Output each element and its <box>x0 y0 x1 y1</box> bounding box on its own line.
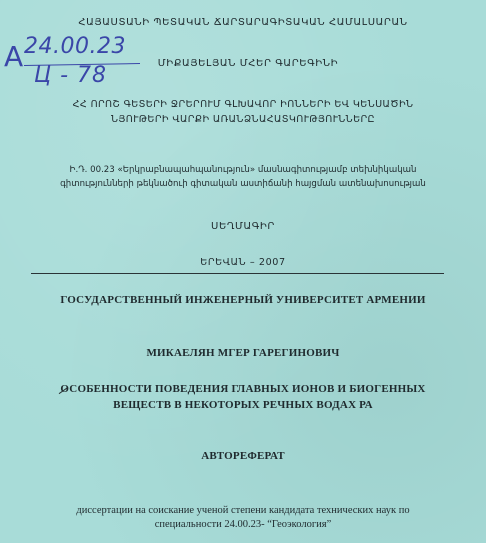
russian-dissertation-line-1: диссертации на соискание ученой степени кандидата технических наук по <box>76 505 410 516</box>
russian-dissertation-line-2: специальности 24.00.23- “Геоэкология” <box>154 519 332 530</box>
armenian-city-year: ԵՐԵՎԱՆ – 2007 <box>200 257 286 268</box>
armenian-university-name: ՀԱՅԱՍՏԱՆԻ ՊԵՏԱԿԱՆ ՃԱՐՏԱՐԱԳԻՏԱԿԱՆ ՀԱՄԱԼՍԱՐԱՆ <box>78 17 408 28</box>
handwritten-code-top: 24.00.23 <box>24 34 126 59</box>
handwritten-code-bottom: Ц - 78 <box>34 63 107 88</box>
armenian-specialty-line-1: Ի.Դ. 00.23 «Երկրաբնապահպանություն» մասնագիտությամբ տեխնիկական <box>69 165 417 175</box>
armenian-author-name: ՄԻՔԱՅԵԼՅԱՆ ՄՀԵՐ ԳԱՐԵԳԻՆԻ <box>157 58 339 69</box>
armenian-title-line-1: ՀՀ ՈՐՈՇ ԳԵՏԵՐԻ ՋՐԵՐՈՒՄ ԳԼԽԱՎՈՐ ԻՈՆՆԵՐԻ ԵՎ ԿԵՆՍԱԾԻՆ <box>72 99 414 110</box>
russian-genre: АВТОРЕФЕРАТ <box>201 450 285 462</box>
armenian-title-line-2: ՆՅՈՒԹԵՐԻ ՎԱՐՔԻ ԱՌԱՆՁՆԱՀԱՏԿՈՒԹՅՈՒՆՆԵՐԸ <box>111 114 375 125</box>
russian-author-name: МИКАЕЛЯН МГЕР ГАРЕГИНОВИЧ <box>146 347 340 359</box>
russian-title-line-1: ОСОБЕННОСТИ ПОВЕДЕНИЯ ГЛАВНЫХ ИОНОВ И БИОГЕННЫХ <box>60 383 426 395</box>
armenian-genre: ՍԵՂՄԱԳԻՐ <box>211 221 275 232</box>
russian-university-name: ГОСУДАРСТВЕННЫЙ ИНЖЕНЕРНЫЙ УНИВЕРСИТЕТ АРМЕНИИ <box>60 294 426 306</box>
russian-title-line-2: ВЕЩЕСТВ В НЕКОТОРЫХ РЕЧНЫХ ВОДАХ РА <box>113 399 373 411</box>
armenian-specialty-line-2: գիտությունների թեկնածուի գիտական աստիճանի հայցման ատենախոսության <box>60 179 426 189</box>
handwritten-mark: A <box>4 40 24 73</box>
section-divider <box>31 273 444 274</box>
